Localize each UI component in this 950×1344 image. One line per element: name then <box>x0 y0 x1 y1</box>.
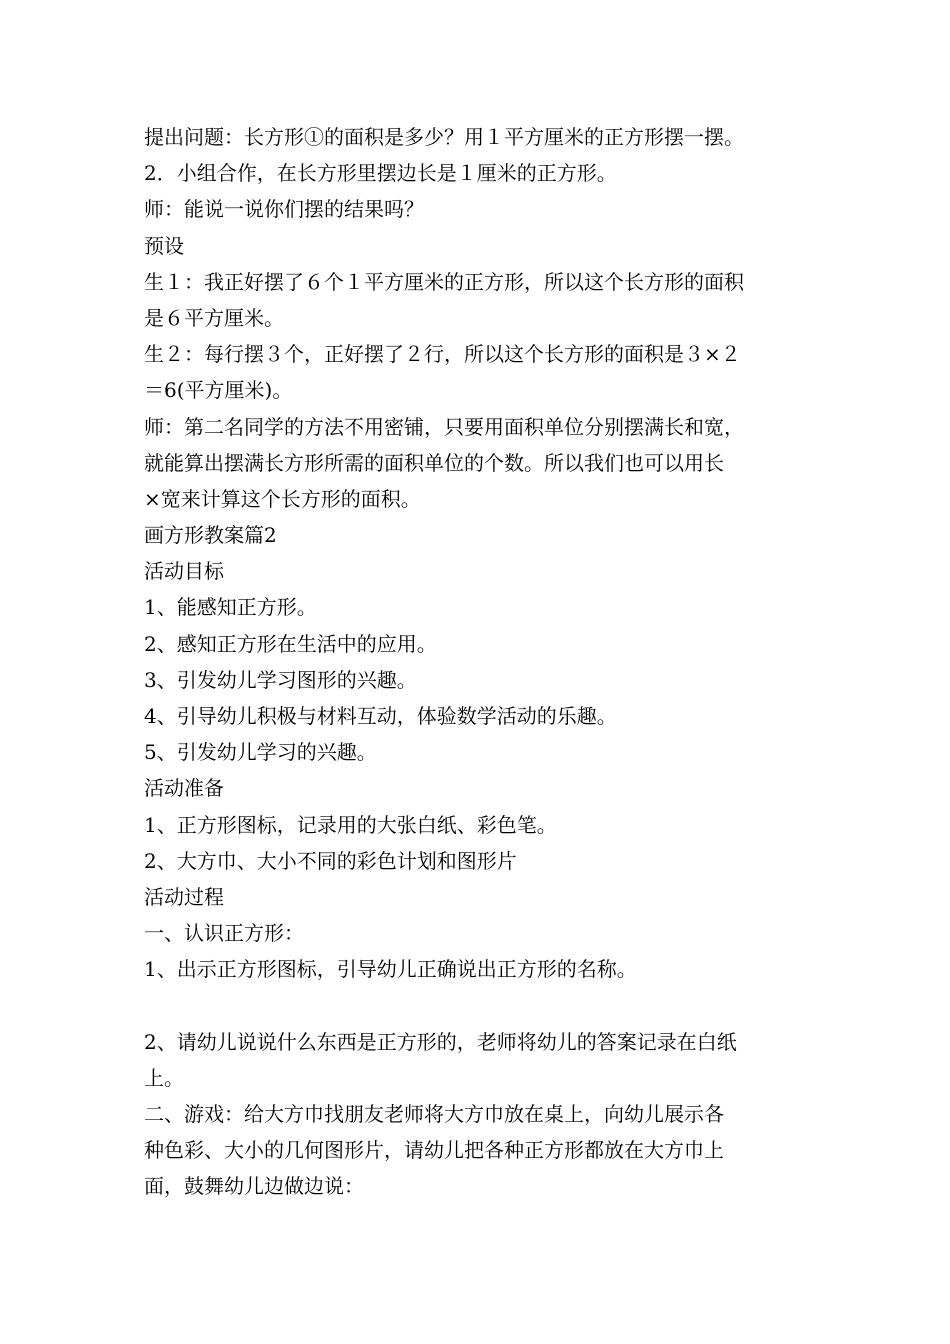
document-body <box>144 119 816 1205</box>
paragraph-line: 上。 <box>144 1065 184 1090</box>
section-label: 预设 <box>144 233 184 258</box>
paragraph-line: 师：第二名同学的方法不用密铺，只要用面积单位分别摆满长和宽， <box>144 414 744 439</box>
paragraph-line: 面，鼓舞幼儿边做边说： <box>144 1174 364 1199</box>
section-label: 活动目标 <box>144 559 224 584</box>
paragraph-line: 生１：我正好摆了６个１平方厘米的正方形，所以这个长方形的面积 <box>144 269 744 294</box>
paragraph-line: 生２：每行摆３个，正好摆了２行，所以这个长方形的面积是３×２ <box>144 342 741 367</box>
list-item: 2、大方巾、大小不同的彩色计划和图形片 <box>144 848 517 873</box>
section-heading: 画方形教案篇2 <box>144 523 277 548</box>
paragraph-line: 种色彩、大小的几何图形片，请幼儿把各种正方形都放在大方巾上 <box>144 1138 724 1163</box>
section-label: 活动准备 <box>144 776 224 801</box>
paragraph-line: 是６平方厘米。 <box>144 305 284 330</box>
paragraph-line: 二、游戏：给大方巾找朋友老师将大方巾放在桌上，向幼儿展示各 <box>144 1102 724 1127</box>
list-item: 1、正方形图标，记录用的大张白纸、彩色笔。 <box>144 812 557 837</box>
list-item: 2、感知正方形在生活中的应用。 <box>144 631 437 656</box>
paragraph-line: 就能算出摆满长方形所需的面积单位的个数。所以我们也可以用长 <box>144 450 724 475</box>
section-label: 活动过程 <box>144 884 224 909</box>
blank-line <box>144 988 816 1024</box>
list-item: 5、引发幼儿学习的兴趣。 <box>144 740 377 765</box>
list-item: 1、能感知正方形。 <box>144 595 317 620</box>
list-item: 4、引导幼儿积极与材料互动，体验数学活动的乐趣。 <box>144 704 617 728</box>
paragraph-line: ×宽来计算这个长方形的面积。 <box>144 486 421 511</box>
paragraph-line: ＝6(平方厘米)。 <box>144 378 293 403</box>
paragraph-line: 师：能说一说你们摆的结果吗？ <box>144 197 424 222</box>
list-item: 3、引发幼儿学习图形的兴趣。 <box>144 667 417 692</box>
paragraph-line: 2．小组合作，在长方形里摆边长是１厘米的正方形。 <box>144 161 617 186</box>
list-item: 1、出示正方形图标，引导幼儿正确说出正方形的名称。 <box>144 957 637 982</box>
paragraph-line: 一、认识正方形： <box>144 921 304 946</box>
list-item: 2、请幼儿说说什么东西是正方形的，老师将幼儿的答案记录在白纸 <box>144 1029 737 1054</box>
paragraph-line: 提出问题：长方形①的面积是多少？用１平方厘米的正方形摆一摆。 <box>144 125 744 149</box>
